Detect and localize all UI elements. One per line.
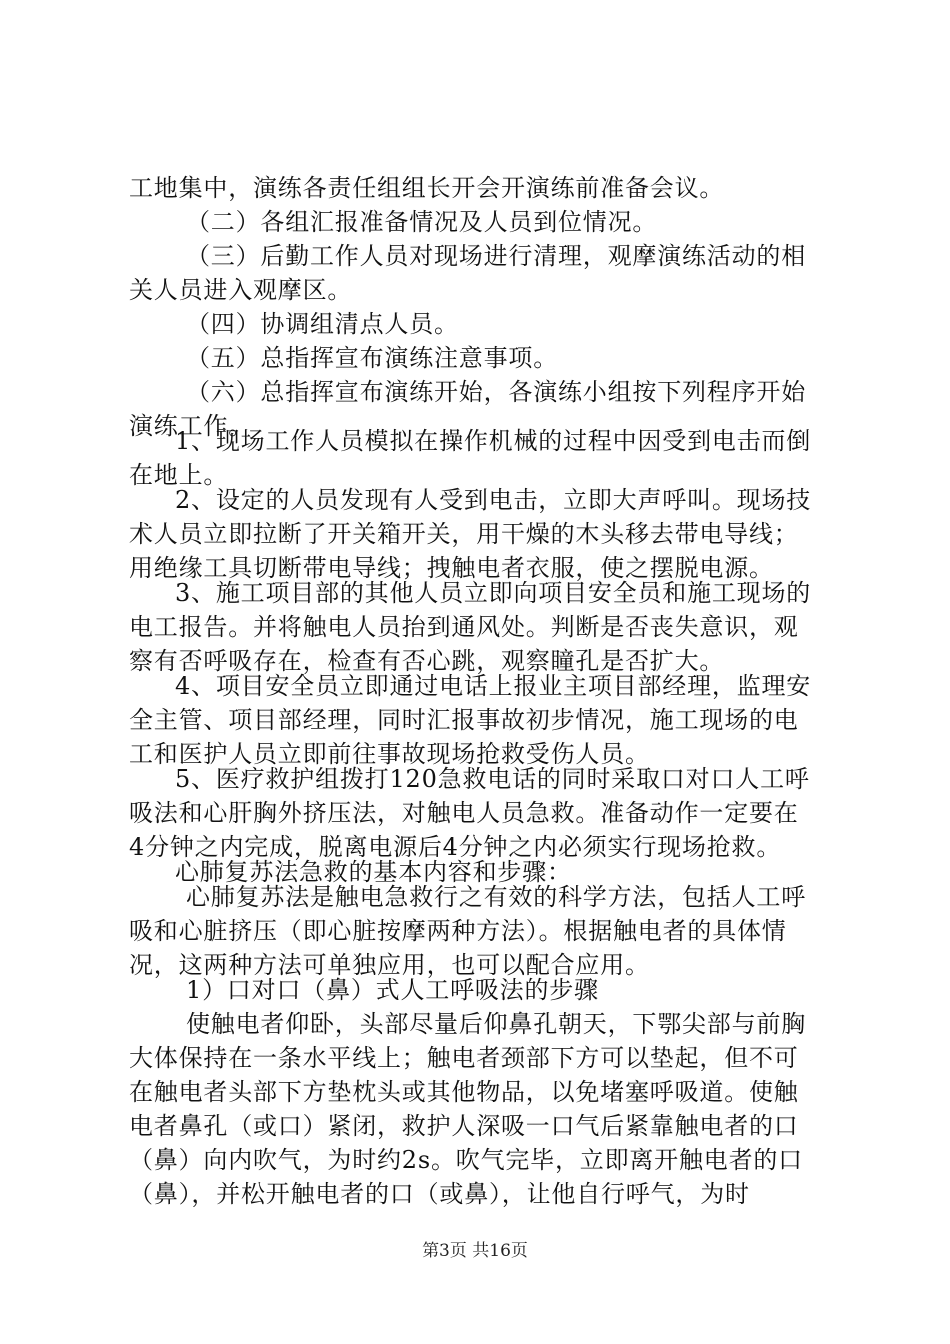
- text-line: 在触电者头部下方垫枕头或其他物品，以免堵塞呼吸道。使触: [129, 1078, 799, 1106]
- text-line: 电者鼻孔（或口）紧闭，救护人深吸一口气后紧靠触电者的口: [129, 1112, 799, 1140]
- text-line: 演练工作。: [129, 412, 253, 440]
- text-line: 吸法和心肝胸外挤压法，对触电人员急救。准备动作一定要在: [129, 799, 799, 827]
- text-line: 电工报告。并将触电人员抬到通风处。判断是否丧失意识，观: [129, 613, 799, 641]
- text-line: 况，这两种方法可单独应用，也可以配合应用。: [129, 951, 650, 979]
- text-line: （五）总指挥宣布演练注意事项。: [186, 344, 558, 372]
- text-line: 吸和心脏挤压（即心脏按摩两种方法）。根据触电者的具体情: [129, 917, 787, 945]
- text-line: 4分钟之内完成，脱离电源后4分钟之内必须实行现场抢救。: [129, 833, 782, 861]
- text-line: 1、现场工作人员模拟在操作机械的过程中因受到电击而倒: [175, 427, 812, 455]
- text-line: 心肺复苏法急救的基本内容和步骤：: [175, 858, 572, 886]
- text-line: 用绝缘工具切断带电导线；拽触电者衣服，使之摆脱电源。: [129, 554, 774, 582]
- text-line: 4、项目安全员立即通过电话上报业主项目部经理，监理安: [175, 672, 812, 700]
- text-line: （二）各组汇报准备情况及人员到位情况。: [186, 208, 658, 236]
- text-line: （四）协调组清点人员。: [186, 310, 459, 338]
- text-line: 大体保持在一条水平线上；触电者颈部下方可以垫起，但不可: [129, 1044, 799, 1072]
- text-line: （六）总指挥宣布演练开始，各演练小组按下列程序开始: [186, 378, 806, 406]
- text-line: 3、施工项目部的其他人员立即向项目安全员和施工现场的: [175, 579, 812, 607]
- text-line: 5、医疗救护组拨打120急救电话的同时采取口对口人工呼: [175, 765, 810, 793]
- text-line: 术人员立即拉断了开关箱开关，用干燥的木头移去带电导线；: [129, 520, 799, 548]
- text-line: 心肺复苏法是触电急救行之有效的科学方法，包括人工呼: [186, 883, 806, 911]
- text-line: 1）口对口（鼻）式人工呼吸法的步骤: [186, 976, 599, 1004]
- page-footer: 第3页 共16页: [422, 1241, 528, 1261]
- text-line: （三）后勤工作人员对现场进行清理，观摩演练活动的相: [186, 242, 806, 270]
- text-line: 在地上。: [129, 461, 229, 489]
- text-line: （鼻）向内吹气，为时约2s。吹气完毕，立即离开触电者的口: [129, 1146, 803, 1174]
- text-line: 工和医护人员立即前往事故现场抢救受伤人员。: [129, 740, 650, 768]
- text-line: 工地集中，演练各责任组组长开会开演练前准备会议。: [129, 174, 725, 202]
- text-line: 全主管、项目部经理，同时汇报事故初步情况，施工现场的电: [129, 706, 799, 734]
- text-line: 察有否呼吸存在，检查有否心跳，观察瞳孔是否扩大。: [129, 647, 725, 675]
- text-line: （鼻），并松开触电者的口（或鼻），让他自行呼气，为时: [129, 1180, 750, 1208]
- text-line: 使触电者仰卧，头部尽量后仰鼻孔朝天，下鄂尖部与前胸: [186, 1010, 806, 1038]
- text-line: 关人员进入观摩区。: [129, 276, 353, 304]
- text-line: 2、设定的人员发现有人受到电击，立即大声呼叫。现场技: [175, 486, 812, 514]
